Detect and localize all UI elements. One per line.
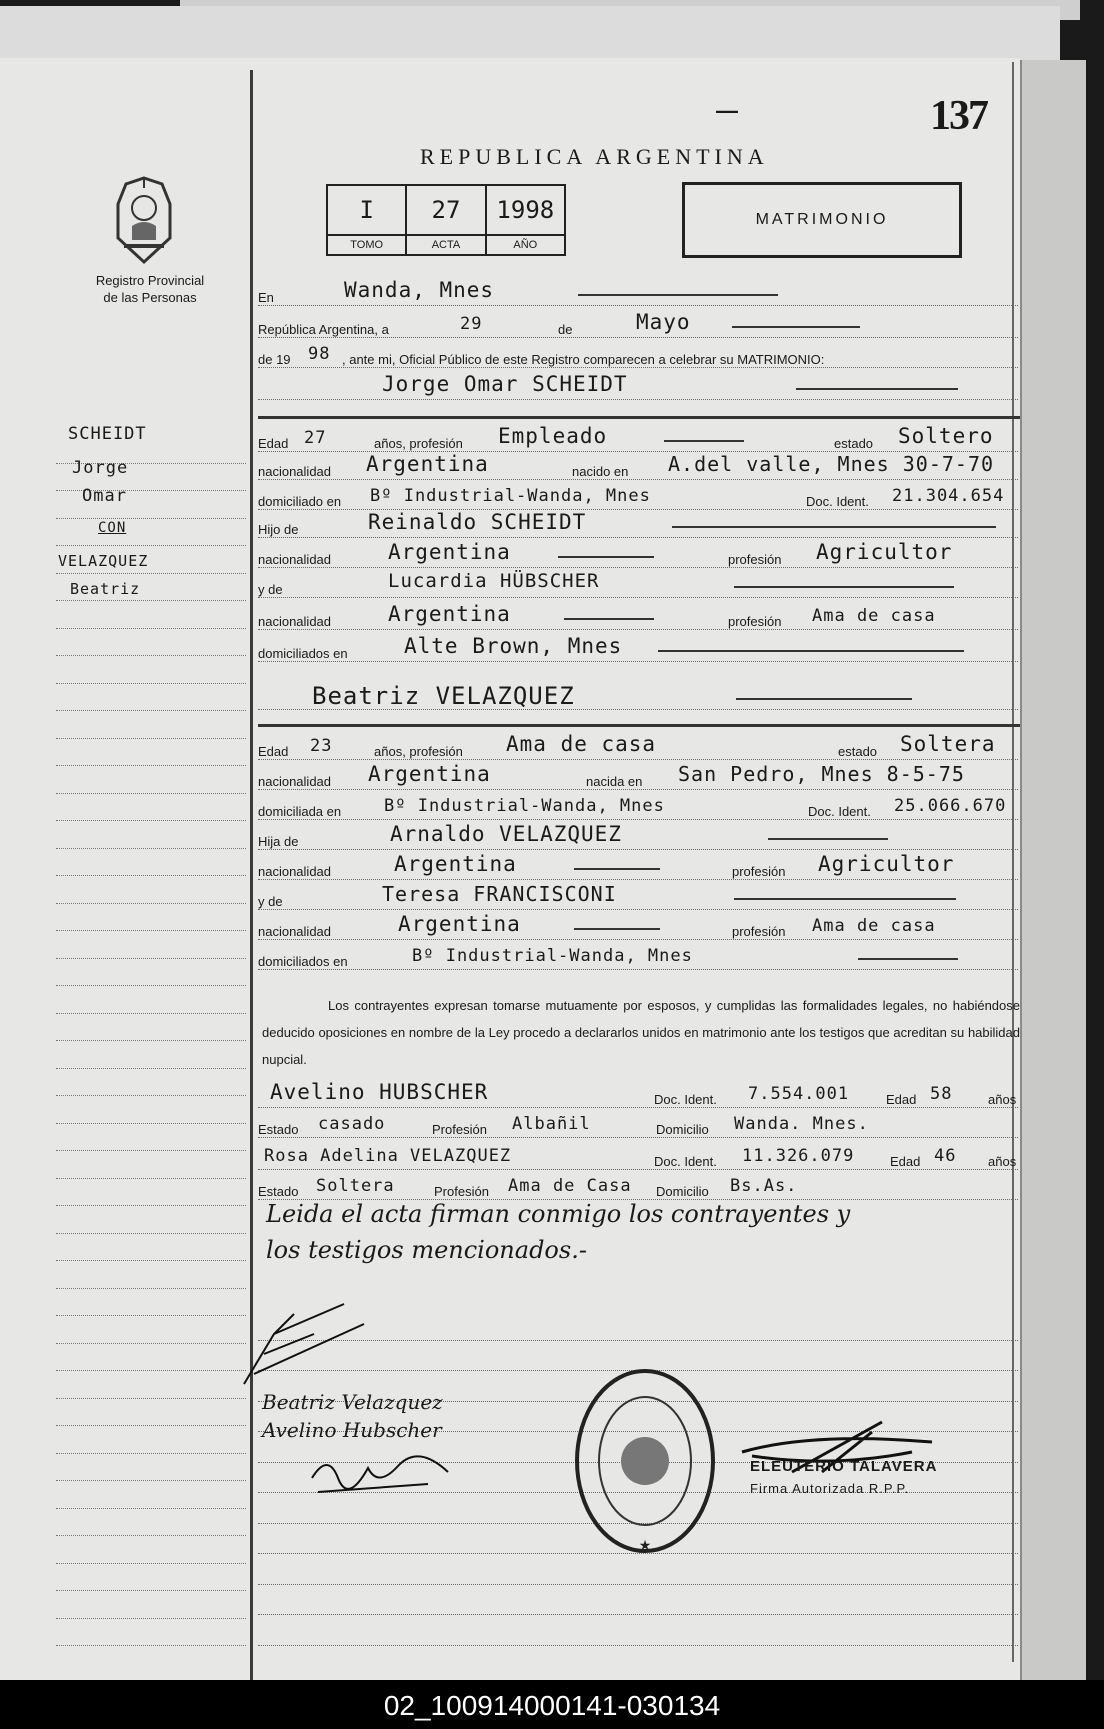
- bride-separator: [258, 724, 1020, 727]
- fill-dash: [578, 294, 778, 296]
- place-value: Wanda, Mnes: [344, 278, 495, 302]
- witness-address-label: Domicilio: [656, 1184, 709, 1199]
- bride-age-row: [258, 732, 1018, 760]
- parents-address-label: domiciliados en: [258, 954, 348, 969]
- witness-2-age: 46: [934, 1146, 957, 1166]
- date-row: [258, 310, 1018, 338]
- margin-note-spouse-surname: VELAZQUEZ: [58, 552, 149, 570]
- groom-address-row: [258, 482, 1018, 510]
- bride-nationality: Argentina: [368, 762, 491, 786]
- acta-cell: [407, 186, 486, 254]
- bride-age: 23: [310, 736, 333, 756]
- nationality-label: nacionalidad: [258, 924, 332, 939]
- groom-father-nationality: Argentina: [388, 540, 511, 564]
- margin-ruled-line: [56, 1041, 246, 1069]
- father-label: Hijo de: [258, 522, 299, 537]
- witness-profession-label: Profesión: [434, 1184, 489, 1199]
- profession-label: profesión: [728, 552, 782, 567]
- signature-ruled-line: [258, 1615, 1018, 1646]
- groom-signature-icon: [234, 1294, 384, 1394]
- record-id-box: [326, 184, 566, 256]
- margin-ruled-line: [56, 931, 246, 959]
- margin-note-surname: SCHEIDT: [68, 424, 147, 444]
- witness-1-name: Avelino HUBSCHER: [270, 1080, 489, 1104]
- witness-2-address: Bs.As.: [730, 1176, 798, 1196]
- margin-ruled-line: [56, 601, 246, 629]
- closing-line-2: los testigos mencionados.-: [266, 1236, 587, 1264]
- groom-status: Soltero: [898, 424, 994, 448]
- profession-label: años, profesión: [374, 744, 463, 759]
- margin-ruled-line: [56, 1344, 246, 1372]
- bride-mother: Teresa FRANCISCONI: [382, 882, 617, 906]
- margin-note-spouse-name: Beatriz: [70, 580, 141, 598]
- margin-ruled-line: [56, 1399, 246, 1427]
- margin-rule: [250, 70, 253, 1680]
- provincial-coat-of-arms-icon: [104, 174, 184, 266]
- fill-dash: [564, 618, 654, 620]
- witness-address-label: Domicilio: [656, 1122, 709, 1137]
- declaration-text: , ante mi, Oficial Público de este Registro comparecen a celebrar su MATRIMONIO:: [342, 352, 825, 367]
- witness-doc-label: Doc. Ident.: [654, 1092, 717, 1107]
- fill-dash: [574, 868, 660, 870]
- margin-ruled-line: [56, 1591, 246, 1619]
- officer-title: Firma Autorizada R.P.P.: [750, 1481, 910, 1496]
- margin-ruled-line: [56, 1069, 246, 1097]
- bride-mother-profession: Ama de casa: [812, 916, 936, 936]
- margin-ruled-line: [56, 794, 246, 822]
- profession-label: profesión: [732, 924, 786, 939]
- fill-dash: [574, 928, 660, 930]
- year-label: AÑO: [487, 234, 564, 254]
- profession-label: profesión: [728, 614, 782, 629]
- fill-dash: [658, 650, 964, 652]
- folio-number: 137: [930, 93, 987, 139]
- doc-label: Doc. Ident.: [808, 804, 871, 819]
- declaration-paragraph: Los contrayentes expresan tomarse mutuamente por esposos, y cumplidas las formalidades legales, no habiéndose deducido oposiciones en nombre de la Ley procedo a declararlos unidos en matrimonio ante los testigos que acreditan su habilidad nupcial.: [262, 998, 1020, 1067]
- margin-ruled-line: [56, 1371, 246, 1399]
- margin-ruled-line: [56, 766, 246, 794]
- margin-note-connector: CON: [98, 520, 127, 536]
- groom-mother-nationality-row: [258, 602, 1018, 630]
- groom-mother-nationality: Argentina: [388, 602, 511, 626]
- witness-1-age: 58: [930, 1084, 953, 1104]
- document-type-box: MATRIMONIO: [682, 182, 962, 258]
- fill-dash: [734, 898, 956, 900]
- margin-ruled-line: [56, 1564, 246, 1592]
- margin-ruled-line: [56, 1096, 246, 1124]
- registry-line-1: Registro Provincial: [95, 273, 205, 288]
- margin-ruled-line: [56, 519, 246, 547]
- witness-years-label: años: [988, 1154, 1017, 1169]
- margin-ruled-line: [56, 959, 246, 987]
- bride-father-profession: Agricultor: [818, 852, 955, 876]
- witness-2-row: [258, 1142, 1018, 1170]
- groom-parents-address-row: [258, 634, 1018, 662]
- bride-nationality-row: [258, 762, 1018, 790]
- margin-ruled-lines: [56, 436, 246, 1646]
- margin-ruled-line: [56, 1454, 246, 1482]
- groom-father: Reinaldo SCHEIDT: [368, 510, 587, 534]
- fill-dash: [736, 698, 912, 700]
- groom-nationality-row: [258, 452, 1018, 480]
- bride-father-row: [258, 822, 1018, 850]
- groom-age: 27: [304, 428, 327, 448]
- witness-1-doc: 7.554.001: [748, 1084, 850, 1104]
- margin-ruled-line: [56, 1014, 246, 1042]
- groom-father-row: [258, 510, 1018, 538]
- groom-birthplace: A.del valle, Mnes 30-7-70: [668, 452, 995, 476]
- address-label: domiciliado en: [258, 494, 342, 509]
- fill-dash: [672, 526, 996, 528]
- nationality-label: nacionalidad: [258, 464, 332, 479]
- witness-1-row: [258, 1080, 1018, 1108]
- witness-1-address: Wanda. Mnes.: [734, 1114, 869, 1134]
- age-label: Edad: [258, 744, 289, 759]
- acta-value: 27: [431, 196, 461, 224]
- bride-profession: Ama de casa: [506, 732, 657, 756]
- witness-2-signature-icon: [308, 1448, 458, 1498]
- registry-label: [60, 272, 240, 306]
- groom-mother: Lucardia HÜBSCHER: [388, 570, 600, 592]
- witness-profession-label: Profesión: [432, 1122, 487, 1137]
- nationality-label: nacionalidad: [258, 864, 332, 879]
- bride-address-row: [258, 792, 1018, 820]
- witness-doc-label: Doc. Ident.: [654, 1154, 717, 1169]
- witness-1-profession: Albañil: [512, 1114, 591, 1134]
- witness-years-label: años: [988, 1092, 1017, 1107]
- mother-label: y de: [258, 582, 283, 597]
- fill-dash: [768, 838, 888, 840]
- groom-mother-row: [258, 570, 1018, 598]
- profession-label: años, profesión: [374, 436, 463, 451]
- signature-ruled-line: [258, 1554, 1018, 1585]
- witness-2-name: Rosa Adelina VELAZQUEZ: [264, 1146, 512, 1166]
- groom-parents-address: Alte Brown, Mnes: [404, 634, 623, 658]
- margin-ruled-line: [56, 684, 246, 712]
- background-sheet: [0, 6, 1060, 64]
- margin-ruled-line: [56, 1316, 246, 1344]
- bride-mother-row: [258, 882, 1018, 910]
- fill-dash: [734, 586, 954, 588]
- status-label: estado: [834, 436, 874, 451]
- tomo-label: TOMO: [328, 234, 405, 254]
- bride-parents-address-row: [258, 942, 1018, 970]
- bride-mother-nationality: Argentina: [398, 912, 521, 936]
- margin-ruled-line: [56, 1151, 246, 1179]
- age-label: Edad: [258, 436, 289, 451]
- margin-ruled-line: [56, 1289, 246, 1317]
- place-label: En: [258, 290, 274, 305]
- date-prefix: República Argentina, a: [258, 322, 389, 337]
- margin-ruled-line: [56, 1509, 246, 1537]
- witness-2-detail-row: [258, 1172, 1018, 1200]
- doc-label: Doc. Ident.: [806, 494, 869, 509]
- groom-separator: [258, 416, 1020, 419]
- acta-label: ACTA: [407, 234, 484, 254]
- birthplace-label: nacida en: [586, 774, 643, 789]
- groom-nationality: Argentina: [366, 452, 489, 476]
- groom-address: Bº Industrial-Wanda, Mnes: [370, 486, 651, 506]
- officer-block: [750, 1456, 937, 1500]
- groom-mother-profession: Ama de casa: [812, 606, 936, 626]
- margin-ruled-line: [56, 629, 246, 657]
- margin-ruled-line: [56, 821, 246, 849]
- witness-status-label: Estado: [258, 1184, 299, 1199]
- parents-address-label: domiciliados en: [258, 646, 348, 661]
- margin-ruled-line: [56, 711, 246, 739]
- margin-ruled-line: [56, 1261, 246, 1289]
- witness-signature: Avelino Hubscher: [262, 1418, 442, 1442]
- profession-label: profesión: [732, 864, 786, 879]
- bride-name-row: [258, 682, 1018, 710]
- margin-ruled-line: [56, 1206, 246, 1234]
- witness-2-status: Soltera: [316, 1176, 395, 1196]
- margin-ruled-line: [56, 1619, 246, 1647]
- dash-mark: —: [716, 98, 738, 123]
- bride-birthplace: San Pedro, Mnes 8-5-75: [678, 762, 965, 786]
- margin-ruled-line: [56, 1536, 246, 1564]
- witness-status-label: Estado: [258, 1122, 299, 1137]
- signature-ruled-line: [258, 1585, 1018, 1616]
- tomo-value: I: [359, 196, 374, 224]
- margin-note-first-name: Jorge: [72, 458, 129, 478]
- margin-ruled-line: [56, 1481, 246, 1509]
- place-row: [258, 278, 1018, 306]
- bride-father-nationality-row: [258, 852, 1018, 880]
- declaration-row: [258, 340, 1018, 368]
- groom-doc: 21.304.654: [892, 486, 1005, 506]
- year-value: 1998: [496, 196, 555, 224]
- groom-name: Jorge Omar SCHEIDT: [382, 372, 628, 396]
- bride-mother-nationality-row: [258, 912, 1018, 940]
- bride-address: Bº Industrial-Wanda, Mnes: [384, 796, 665, 816]
- witness-1-detail-row: [258, 1110, 1018, 1138]
- margin-ruled-line: [56, 1426, 246, 1454]
- page-edge: [1020, 60, 1086, 1680]
- nationality-label: nacionalidad: [258, 552, 332, 567]
- tomo-cell: [328, 186, 407, 254]
- country-title: REPUBLICA ARGENTINA: [420, 144, 769, 169]
- svg-text:★: ★: [638, 1537, 652, 1553]
- bride-father: Arnaldo VELAZQUEZ: [390, 822, 622, 846]
- mother-label: y de: [258, 894, 283, 909]
- bride-doc: 25.066.670: [894, 796, 1007, 816]
- nationality-label: nacionalidad: [258, 774, 332, 789]
- bride-father-nationality: Argentina: [394, 852, 517, 876]
- fill-dash: [558, 556, 654, 558]
- fill-dash: [858, 958, 958, 960]
- month-value: Mayo: [636, 310, 691, 334]
- officer-name: ELEUTERIO TALAVERA: [750, 1458, 938, 1475]
- witness-2-profession: Ama de Casa: [508, 1176, 632, 1196]
- witness-age-label: Edad: [886, 1092, 917, 1107]
- groom-father-profession: Agricultor: [816, 540, 953, 564]
- year-cell: [487, 186, 564, 254]
- witness-2-doc: 11.326.079: [742, 1146, 855, 1166]
- margin-ruled-line: [56, 849, 246, 877]
- bride-status: Soltera: [900, 732, 996, 756]
- groom-father-nationality-row: [258, 540, 1018, 568]
- margin-note-middle-name: Omar: [82, 486, 127, 506]
- fill-dash: [664, 440, 744, 442]
- scan-code-footer: 02_100914000141-030134: [0, 1680, 1104, 1729]
- witness-age-label: Edad: [890, 1154, 921, 1169]
- year-prefix: de 19: [258, 352, 291, 367]
- margin-ruled-line: [56, 656, 246, 684]
- margin-ruled-line: [56, 739, 246, 767]
- groom-age-row: [258, 424, 1018, 452]
- bride-parents-address: Bº Industrial-Wanda, Mnes: [412, 946, 693, 966]
- father-label: Hija de: [258, 834, 299, 849]
- fill-dash: [796, 388, 958, 390]
- address-label: domiciliada en: [258, 804, 342, 819]
- day-value: 29: [460, 314, 483, 334]
- margin-ruled-line: [56, 1234, 246, 1262]
- witness-1-status: casado: [318, 1114, 386, 1134]
- registry-line-2: de las Personas: [103, 290, 197, 305]
- groom-name-row: [258, 372, 1018, 400]
- bride-signature: Beatriz Velazquez: [262, 1390, 443, 1414]
- margin-ruled-line: [56, 876, 246, 904]
- fill-dash: [732, 326, 860, 328]
- margin-ruled-line: [56, 1179, 246, 1207]
- nationality-label: nacionalidad: [258, 614, 332, 629]
- month-label: de: [558, 322, 573, 337]
- status-label: estado: [838, 744, 878, 759]
- birthplace-label: nacido en: [572, 464, 629, 479]
- margin-ruled-line: [56, 904, 246, 932]
- margin-ruled-line: [56, 986, 246, 1014]
- year-suffix: 98: [308, 344, 331, 364]
- groom-profession: Empleado: [498, 424, 608, 448]
- margin-ruled-line: [56, 1124, 246, 1152]
- bride-name: Beatriz VELAZQUEZ: [312, 682, 575, 710]
- official-stamp-icon: [572, 1364, 718, 1558]
- closing-line-1: Leida el acta firman conmigo los contrayentes y: [266, 1200, 851, 1228]
